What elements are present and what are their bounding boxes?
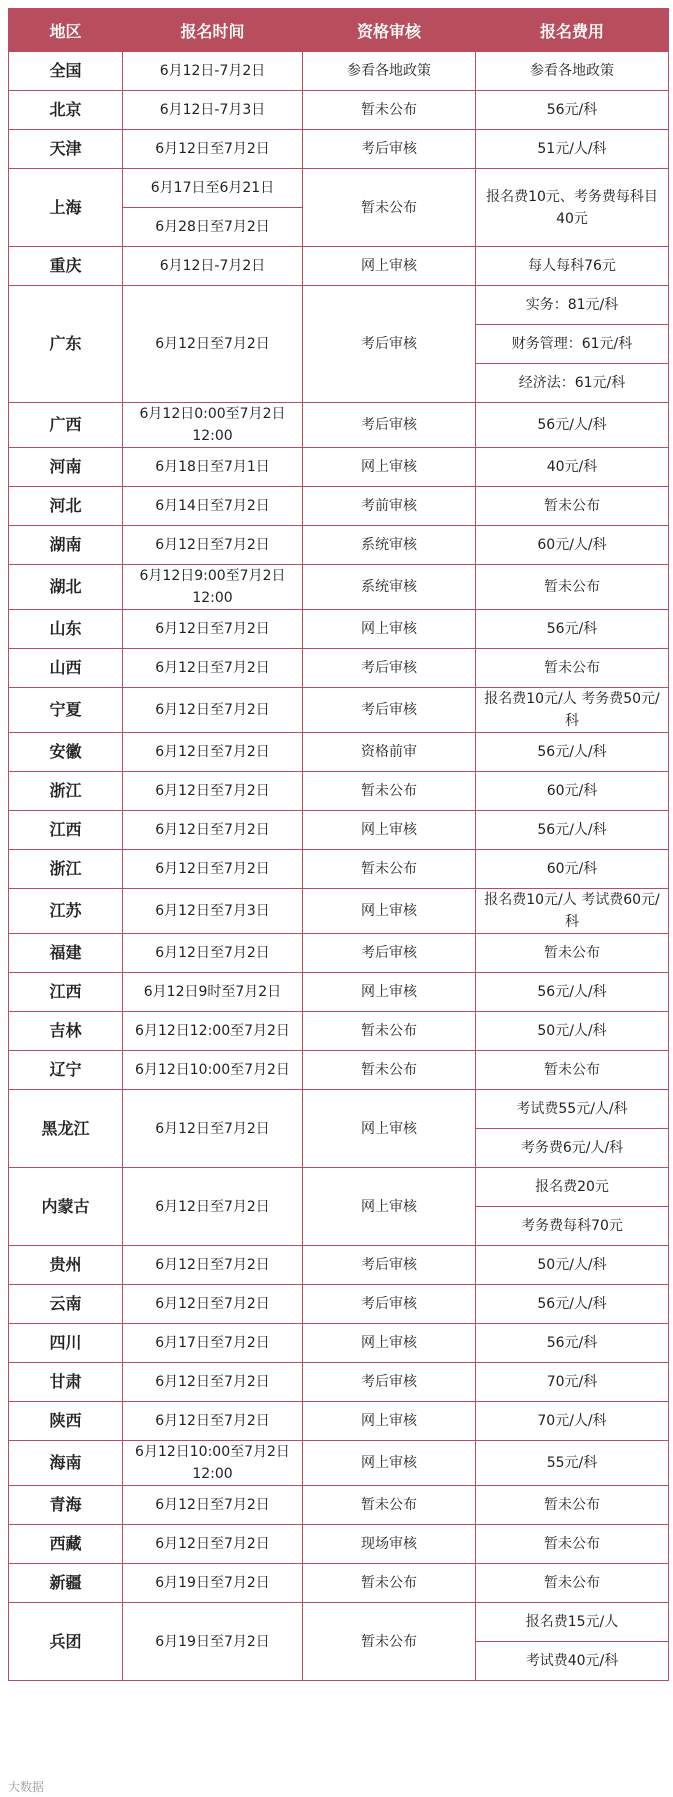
cell-region: 宁夏 <box>9 688 123 733</box>
table-row <box>9 1363 669 1402</box>
cell-region: 吉林 <box>9 1012 123 1051</box>
cell-registration-time: 6月12日至7月2日 <box>123 688 303 733</box>
cell-qualification-review: 考后审核 <box>303 934 476 973</box>
cell-registration-time: 6月12日至7月3日 <box>123 889 303 934</box>
table-row <box>9 1402 669 1441</box>
cell-registration-fee: 56元/科 <box>476 1324 669 1363</box>
cell-region: 西藏 <box>9 1525 123 1564</box>
table-body <box>9 52 669 1681</box>
cell-registration-time: 6月12日-7月3日 <box>123 91 303 130</box>
cell-registration-time: 6月12日至7月2日 <box>123 772 303 811</box>
cell-qualification-review: 网上审核 <box>303 1090 476 1168</box>
cell-registration-fee: 暂未公布 <box>476 934 669 973</box>
cell-qualification-review: 考后审核 <box>303 286 476 403</box>
cell-region: 甘肃 <box>9 1363 123 1402</box>
cell-qualification-review: 网上审核 <box>303 610 476 649</box>
table-row <box>9 169 669 208</box>
cell-qualification-review: 资格前审 <box>303 733 476 772</box>
cell-qualification-review: 网上审核 <box>303 973 476 1012</box>
cell-registration-time: 6月12日至7月2日 <box>123 811 303 850</box>
cell-region: 内蒙古 <box>9 1168 123 1246</box>
cell-region: 陕西 <box>9 1402 123 1441</box>
cell-region: 海南 <box>9 1441 123 1486</box>
watermark-text: 大数据 <box>8 1780 45 1794</box>
cell-qualification-review: 考前审核 <box>303 487 476 526</box>
cell-qualification-review: 网上审核 <box>303 1324 476 1363</box>
cell-qualification-review: 系统审核 <box>303 526 476 565</box>
cell-registration-fee: 56元/科 <box>476 610 669 649</box>
cell-region: 河南 <box>9 448 123 487</box>
cell-registration-time: 6月12日至7月2日 <box>123 649 303 688</box>
cell-registration-time: 6月12日至7月2日 <box>123 934 303 973</box>
cell-region: 四川 <box>9 1324 123 1363</box>
table-row <box>9 934 669 973</box>
cell-registration-fee: 暂未公布 <box>476 1051 669 1090</box>
cell-registration-time: 6月12日9:00至7月2日12:00 <box>123 565 303 610</box>
table-row <box>9 1441 669 1486</box>
cell-registration-time: 6月12日0:00至7月2日12:00 <box>123 403 303 448</box>
cell-registration-time: 6月12日9时至7月2日 <box>123 973 303 1012</box>
cell-qualification-review: 暂未公布 <box>303 169 476 247</box>
cell-registration-fee: 考试费40元/科 <box>476 1642 669 1681</box>
cell-registration-fee: 40元/科 <box>476 448 669 487</box>
cell-registration-fee: 55元/科 <box>476 1441 669 1486</box>
cell-registration-fee: 56元/人/科 <box>476 403 669 448</box>
cell-registration-time: 6月12日至7月2日 <box>123 1168 303 1246</box>
cell-region: 安徽 <box>9 733 123 772</box>
cell-region: 重庆 <box>9 247 123 286</box>
table-row <box>9 1324 669 1363</box>
cell-registration-time: 6月12日至7月2日 <box>123 1402 303 1441</box>
table-row <box>9 286 669 325</box>
cell-qualification-review: 网上审核 <box>303 1441 476 1486</box>
cell-region: 湖北 <box>9 565 123 610</box>
cell-qualification-review: 考后审核 <box>303 1285 476 1324</box>
table-row <box>9 811 669 850</box>
cell-registration-fee: 56元/人/科 <box>476 811 669 850</box>
cell-region: 福建 <box>9 934 123 973</box>
cell-registration-time: 6月14日至7月2日 <box>123 487 303 526</box>
table-row <box>9 1246 669 1285</box>
table-row <box>9 1012 669 1051</box>
cell-region: 广东 <box>9 286 123 403</box>
table-row <box>9 610 669 649</box>
cell-registration-fee: 暂未公布 <box>476 487 669 526</box>
cell-registration-time: 6月12日至7月2日 <box>123 1285 303 1324</box>
cell-region: 全国 <box>9 52 123 91</box>
table-row <box>9 403 669 448</box>
cell-qualification-review: 考后审核 <box>303 403 476 448</box>
cell-qualification-review: 系统审核 <box>303 565 476 610</box>
cell-registration-fee: 56元/人/科 <box>476 1285 669 1324</box>
cell-registration-fee: 56元/人/科 <box>476 733 669 772</box>
cell-qualification-review: 考后审核 <box>303 1363 476 1402</box>
cell-qualification-review: 现场审核 <box>303 1525 476 1564</box>
table-row <box>9 1486 669 1525</box>
table-row <box>9 889 669 934</box>
cell-region: 浙江 <box>9 772 123 811</box>
table-row <box>9 850 669 889</box>
cell-registration-fee: 暂未公布 <box>476 1564 669 1603</box>
table-row <box>9 973 669 1012</box>
cell-registration-fee: 报名费15元/人 <box>476 1603 669 1642</box>
cell-registration-fee: 经济法：61元/科 <box>476 364 669 403</box>
cell-registration-fee: 考务费6元/人/科 <box>476 1129 669 1168</box>
cell-registration-fee: 暂未公布 <box>476 565 669 610</box>
cell-registration-time: 6月12日至7月2日 <box>123 1363 303 1402</box>
registration-fee-table <box>8 8 669 1681</box>
table-row <box>9 1564 669 1603</box>
cell-qualification-review: 网上审核 <box>303 247 476 286</box>
table-row <box>9 649 669 688</box>
cell-qualification-review: 暂未公布 <box>303 1603 476 1681</box>
cell-registration-fee: 50元/人/科 <box>476 1246 669 1285</box>
cell-registration-time: 6月12日-7月2日 <box>123 52 303 91</box>
cell-registration-fee: 报名费10元/人 考务费50元/科 <box>476 688 669 733</box>
cell-qualification-review: 暂未公布 <box>303 1564 476 1603</box>
table-row <box>9 1168 669 1207</box>
cell-qualification-review: 考后审核 <box>303 130 476 169</box>
cell-qualification-review: 网上审核 <box>303 889 476 934</box>
cell-qualification-review: 网上审核 <box>303 811 476 850</box>
cell-registration-fee: 每人每科76元 <box>476 247 669 286</box>
cell-registration-fee: 考试费55元/人/科 <box>476 1090 669 1129</box>
cell-registration-fee: 56元/科 <box>476 91 669 130</box>
header-registration-fee: 报名费用 <box>476 9 669 52</box>
table-row <box>9 130 669 169</box>
cell-registration-time: 6月12日至7月2日 <box>123 610 303 649</box>
cell-registration-time: 6月19日至7月2日 <box>123 1564 303 1603</box>
table-row <box>9 1090 669 1129</box>
cell-registration-fee: 暂未公布 <box>476 649 669 688</box>
table-row <box>9 52 669 91</box>
cell-qualification-review: 暂未公布 <box>303 1051 476 1090</box>
cell-registration-fee: 暂未公布 <box>476 1486 669 1525</box>
cell-region: 上海 <box>9 169 123 247</box>
cell-registration-fee: 60元/科 <box>476 772 669 811</box>
cell-region: 北京 <box>9 91 123 130</box>
header-registration-time: 报名时间 <box>123 9 303 52</box>
cell-registration-fee: 50元/人/科 <box>476 1012 669 1051</box>
cell-region: 山东 <box>9 610 123 649</box>
cell-registration-time: 6月12日12:00至7月2日 <box>123 1012 303 1051</box>
cell-registration-fee: 财务管理：61元/科 <box>476 325 669 364</box>
cell-registration-fee: 56元/人/科 <box>476 973 669 1012</box>
cell-region: 江苏 <box>9 889 123 934</box>
cell-region: 山西 <box>9 649 123 688</box>
table-row <box>9 1285 669 1324</box>
cell-region: 河北 <box>9 487 123 526</box>
cell-registration-time: 6月12日-7月2日 <box>123 247 303 286</box>
table-row <box>9 448 669 487</box>
header-region: 地区 <box>9 9 123 52</box>
cell-region: 天津 <box>9 130 123 169</box>
cell-qualification-review: 暂未公布 <box>303 1012 476 1051</box>
cell-registration-time: 6月12日至7月2日 <box>123 286 303 403</box>
cell-registration-fee: 70元/人/科 <box>476 1402 669 1441</box>
cell-registration-time: 6月12日10:00至7月2日12:00 <box>123 1441 303 1486</box>
header-qualification-review: 资格审核 <box>303 9 476 52</box>
cell-region: 新疆 <box>9 1564 123 1603</box>
cell-registration-fee: 报名费10元、考务费每科目40元 <box>476 169 669 247</box>
cell-registration-fee: 51元/人/科 <box>476 130 669 169</box>
table-row <box>9 1051 669 1090</box>
cell-registration-fee: 70元/科 <box>476 1363 669 1402</box>
cell-registration-time: 6月28日至7月2日 <box>123 208 303 247</box>
cell-registration-fee: 暂未公布 <box>476 1525 669 1564</box>
cell-registration-time: 6月19日至7月2日 <box>123 1603 303 1681</box>
cell-registration-time: 6月12日至7月2日 <box>123 1246 303 1285</box>
cell-registration-time: 6月17日至6月21日 <box>123 169 303 208</box>
cell-registration-fee: 报名费20元 <box>476 1168 669 1207</box>
cell-registration-fee: 60元/科 <box>476 850 669 889</box>
cell-registration-time: 6月12日至7月2日 <box>123 130 303 169</box>
cell-region: 江西 <box>9 973 123 1012</box>
table-row <box>9 91 669 130</box>
cell-qualification-review: 暂未公布 <box>303 91 476 130</box>
cell-registration-fee: 60元/人/科 <box>476 526 669 565</box>
table-header-row <box>9 9 669 52</box>
table-row <box>9 1525 669 1564</box>
cell-qualification-review: 考后审核 <box>303 649 476 688</box>
cell-registration-time: 6月12日至7月2日 <box>123 526 303 565</box>
table-row <box>9 247 669 286</box>
cell-region: 兵团 <box>9 1603 123 1681</box>
cell-qualification-review: 暂未公布 <box>303 850 476 889</box>
cell-qualification-review: 网上审核 <box>303 1402 476 1441</box>
cell-region: 辽宁 <box>9 1051 123 1090</box>
cell-registration-fee: 实务：81元/科 <box>476 286 669 325</box>
cell-region: 贵州 <box>9 1246 123 1285</box>
cell-registration-time: 6月12日10:00至7月2日 <box>123 1051 303 1090</box>
table-row <box>9 772 669 811</box>
cell-region: 青海 <box>9 1486 123 1525</box>
cell-region: 黑龙江 <box>9 1090 123 1168</box>
cell-region: 浙江 <box>9 850 123 889</box>
cell-registration-fee: 参看各地政策 <box>476 52 669 91</box>
cell-registration-time: 6月17日至7月2日 <box>123 1324 303 1363</box>
cell-registration-time: 6月12日至7月2日 <box>123 850 303 889</box>
cell-region: 广西 <box>9 403 123 448</box>
table-row <box>9 1603 669 1642</box>
cell-qualification-review: 考后审核 <box>303 688 476 733</box>
cell-region: 江西 <box>9 811 123 850</box>
cell-registration-time: 6月12日至7月2日 <box>123 1525 303 1564</box>
cell-registration-time: 6月12日至7月2日 <box>123 733 303 772</box>
cell-qualification-review: 网上审核 <box>303 1168 476 1246</box>
cell-qualification-review: 参看各地政策 <box>303 52 476 91</box>
cell-registration-fee: 考务费每科70元 <box>476 1207 669 1246</box>
cell-region: 云南 <box>9 1285 123 1324</box>
table-row <box>9 526 669 565</box>
cell-registration-time: 6月18日至7月1日 <box>123 448 303 487</box>
cell-registration-time: 6月12日至7月2日 <box>123 1090 303 1168</box>
table-row <box>9 487 669 526</box>
cell-region: 湖南 <box>9 526 123 565</box>
cell-registration-fee: 报名费10元/人 考试费60元/科 <box>476 889 669 934</box>
cell-qualification-review: 考后审核 <box>303 1246 476 1285</box>
table-row <box>9 688 669 733</box>
cell-qualification-review: 暂未公布 <box>303 1486 476 1525</box>
cell-registration-time: 6月12日至7月2日 <box>123 1486 303 1525</box>
cell-qualification-review: 暂未公布 <box>303 772 476 811</box>
cell-qualification-review: 网上审核 <box>303 448 476 487</box>
table-row <box>9 733 669 772</box>
table-row <box>9 565 669 610</box>
